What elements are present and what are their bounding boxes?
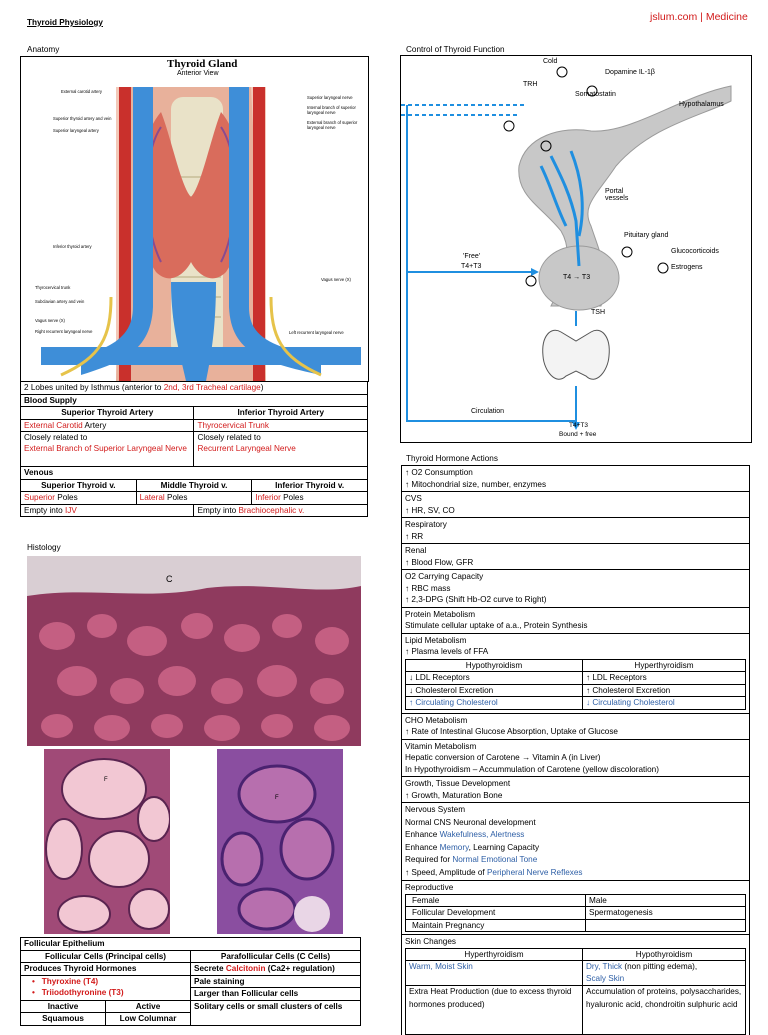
anatomy-label: Inferior thyroid artery bbox=[53, 244, 92, 249]
anatomy-label: External branch of superior laryngeal nerve bbox=[307, 120, 365, 130]
mid-vein-pole: Lateral Poles bbox=[136, 492, 252, 505]
blood-supply-heading: Blood Supply bbox=[21, 394, 368, 407]
anatomy-table bbox=[20, 381, 368, 517]
skin-table: Hyperthyroidism Hypothyroidism Warm, Moist Skin Dry, Thick (non pitting edema), Scaly Skin Extra Heat Production (due to excess thyroid hormones produced) Accumulation of proteins, polysaccharides, hyaluronic acid, chondroitin sulphuric acid bbox=[405, 948, 746, 1035]
label-glucocorticoids: Glucocorticoids bbox=[671, 248, 719, 255]
lipid-compare-table: Hypothyroidism Hyperthyroidism ↓ LDL Receptors ↑ LDL Receptors ↓ Cholesterol Excretion ↑ Cholesterol Excretion ↑ Circulating Cholesterol ↓ Circulating Cholesterol bbox=[405, 659, 746, 710]
secrete-row: Secrete Calcitonin (Ca2+ regulation) bbox=[191, 963, 361, 976]
histology-main-image bbox=[27, 556, 361, 746]
larger-row: Larger than Follicular cells bbox=[191, 988, 361, 1001]
inf-vein-header: Inferior Thyroid v. bbox=[252, 479, 368, 492]
figure-subtitle: Anterior View bbox=[177, 70, 219, 77]
active-header: Active bbox=[106, 1000, 191, 1013]
histology-active-image bbox=[217, 749, 343, 934]
histology-heading: Histology bbox=[27, 543, 61, 552]
low-columnar-cell: Low Columnar bbox=[106, 1013, 191, 1026]
anatomy-label: Subclavian artery and vein bbox=[35, 299, 85, 304]
label-circ-t4t3: T4+T3 bbox=[569, 422, 588, 429]
solitary-row: Solitary cells or small clusters of cells bbox=[191, 1000, 361, 1025]
cvs-block: CVS ↑ HR, SV, CO bbox=[402, 492, 749, 518]
sup-vein-pole: Superior Poles bbox=[21, 492, 137, 505]
lobes-row: 2 Lobes united by Isthmus (anterior to 2nd, 3rd Tracheal cartilage) bbox=[21, 382, 368, 395]
follicle-label: F bbox=[275, 795, 279, 801]
squamous-cell: Squamous bbox=[21, 1013, 106, 1026]
histology-section-graphic bbox=[27, 556, 361, 746]
epithelium-table bbox=[20, 937, 361, 1026]
anatomy-label: Left recurrent laryngeal nerve bbox=[289, 330, 344, 335]
anatomy-heading: Anatomy bbox=[27, 45, 59, 54]
growth-block: Growth, Tissue Development ↑ Growth, Maturation Bone bbox=[402, 777, 749, 803]
nervous-block: Nervous System Normal CNS Neuronal development Enhance Wakefulness, Alertness Enhance Memory, Learning Capacity Required for Normal Emotional Tone ↑ Speed, Amplitude of Peripheral Nerve Reflexes bbox=[402, 803, 749, 881]
sup-artery-relation: Closely related to External Branch of Superior Laryngeal Nerve bbox=[21, 432, 194, 467]
anatomy-label: Right recurrent laryngeal nerve bbox=[35, 329, 95, 334]
produces-row: Produces Thyroid Hormones bbox=[21, 963, 191, 976]
page-title: Thyroid Physiology bbox=[27, 18, 103, 27]
o2-block: ↑ O2 Consumption ↑ Mitochondrial size, number, enzymes bbox=[402, 466, 749, 492]
label-bound: Bound + free bbox=[559, 431, 596, 438]
repro-table: Female Male Follicular Development Spermatogenesis Maintain Pregnancy bbox=[405, 894, 746, 933]
histology-inactive-image bbox=[44, 749, 170, 934]
anatomy-figure bbox=[20, 56, 369, 382]
figure-title: Thyroid Gland bbox=[167, 58, 237, 70]
inf-artery-header: Inferior Thyroid Artery bbox=[194, 407, 368, 420]
sup-mid-drain: Empty into IJV bbox=[21, 504, 194, 517]
inf-drain: Empty into Brachiocephalic v. bbox=[194, 504, 368, 517]
renal-block: Renal ↑ Blood Flow, GFR bbox=[402, 544, 749, 570]
anatomy-label: Superior laryngeal artery bbox=[53, 128, 99, 133]
label-cold: Cold bbox=[543, 58, 557, 65]
anatomy-label: Internal branch of superior laryngeal nerve bbox=[307, 105, 365, 115]
label-free-t4t3: T4+T3 bbox=[461, 263, 481, 270]
o2cap-block: O2 Carrying Capacity ↑ RBC mass ↑ 2,3-DPG (Shift Hb-O2 curve to Right) bbox=[402, 570, 749, 608]
label-trh: TRH bbox=[523, 81, 537, 88]
resp-block: Respiratory ↑ RR bbox=[402, 518, 749, 544]
active-follicle-graphic bbox=[217, 749, 343, 934]
pale-row: Pale staining bbox=[191, 975, 361, 988]
anatomy-label: Vagus nerve (X) bbox=[35, 318, 65, 323]
sup-artery-header: Superior Thyroid Artery bbox=[21, 407, 194, 420]
label-circulation: Circulation bbox=[471, 408, 504, 415]
vitamin-block: Vitamin Metabolism Hepatic conversion of Carotene → Vitamin A (in Liver) In Hypothyroidism – Accummulation of Carotene (yellow discoloration) bbox=[402, 740, 749, 778]
label-portal: Portal vessels bbox=[605, 188, 645, 202]
cho-block: CHO Metabolism ↑ Rate of Intestinal Glucose Absorption, Uptake of Glucose bbox=[402, 714, 749, 740]
anatomy-label: Vagus nerve (X) bbox=[321, 277, 351, 282]
parafollicular-header: Parafollicular Cells (C Cells) bbox=[191, 950, 361, 963]
hormones-list: • Thyroxine (T4) • Triiodothyronine (T3) bbox=[21, 975, 191, 1000]
inactive-header: Inactive bbox=[21, 1000, 106, 1013]
follicular-epithelium-heading: Follicular Epithelium bbox=[21, 938, 361, 951]
inf-artery-source: Thyrocervical Trunk bbox=[194, 419, 368, 432]
label-estrogens: Estrogens bbox=[671, 264, 703, 271]
anatomy-label: External carotid artery bbox=[61, 89, 102, 94]
actions-table bbox=[401, 465, 750, 1035]
label-somatostatin: Somatostatin bbox=[575, 91, 616, 98]
venous-heading: Venous bbox=[21, 467, 368, 480]
label-tsh: TSH bbox=[591, 309, 605, 316]
control-heading: Control of Thyroid Function bbox=[406, 45, 505, 54]
anatomy-label: Thyrocervical trunk bbox=[35, 285, 70, 290]
label-dopamine: Dopamine IL-1β bbox=[605, 69, 655, 76]
sup-vein-header: Superior Thyroid v. bbox=[21, 479, 137, 492]
actions-heading: Thyroid Hormone Actions bbox=[406, 454, 498, 463]
anatomy-label: Superior laryngeal nerve bbox=[307, 95, 353, 100]
principal-header: Follicular Cells (Principal cells) bbox=[21, 950, 191, 963]
c-cell-label: C bbox=[166, 574, 173, 584]
repro-block: Reproductive Female Male Follicular Development Spermatogenesis Maintain Pregnancy bbox=[402, 881, 749, 935]
control-diagram bbox=[400, 55, 752, 443]
site-label[interactable]: jslum.com | Medicine bbox=[650, 11, 748, 23]
label-free: 'Free' bbox=[463, 253, 480, 260]
mid-vein-header: Middle Thyroid v. bbox=[136, 479, 252, 492]
anatomy-label: Superior thyroid artery and vein bbox=[53, 116, 111, 121]
protein-block: Protein Metabolism Stimulate cellular uptake of a.a., Protein Synthesis bbox=[402, 608, 749, 634]
label-t4-t3: T4 → T3 bbox=[563, 274, 590, 281]
skin-block: Skin Changes Hyperthyroidism Hypothyroidism Warm, Moist Skin Dry, Thick (non pitting edema), Scaly Skin Extra Heat Production (due to excess thyroid hormones produced) Accumulation of proteins, polysaccharides, hyaluronic acid, chondroitin sulphuric acid bbox=[402, 935, 749, 1035]
inf-vein-pole: Inferior Poles bbox=[252, 492, 368, 505]
label-hypothalamus: Hypothalamus bbox=[679, 101, 724, 108]
inf-artery-relation: Closely related to Recurrent Laryngeal Nerve bbox=[194, 432, 368, 467]
lipid-block: Lipid Metabolism ↑ Plasma levels of FFA Hypothyroidism Hyperthyroidism ↓ LDL Receptors ↑ LDL Receptors ↓ Cholesterol Excretion ↑ Cholesterol Excretion ↑ Circulating Cholesterol ↓ Circulating Cholesterol bbox=[402, 634, 749, 714]
sup-artery-source: External Carotid Artery bbox=[21, 419, 194, 432]
follicle-label: F bbox=[104, 777, 108, 783]
label-pituitary: Pituitary gland bbox=[624, 232, 668, 239]
